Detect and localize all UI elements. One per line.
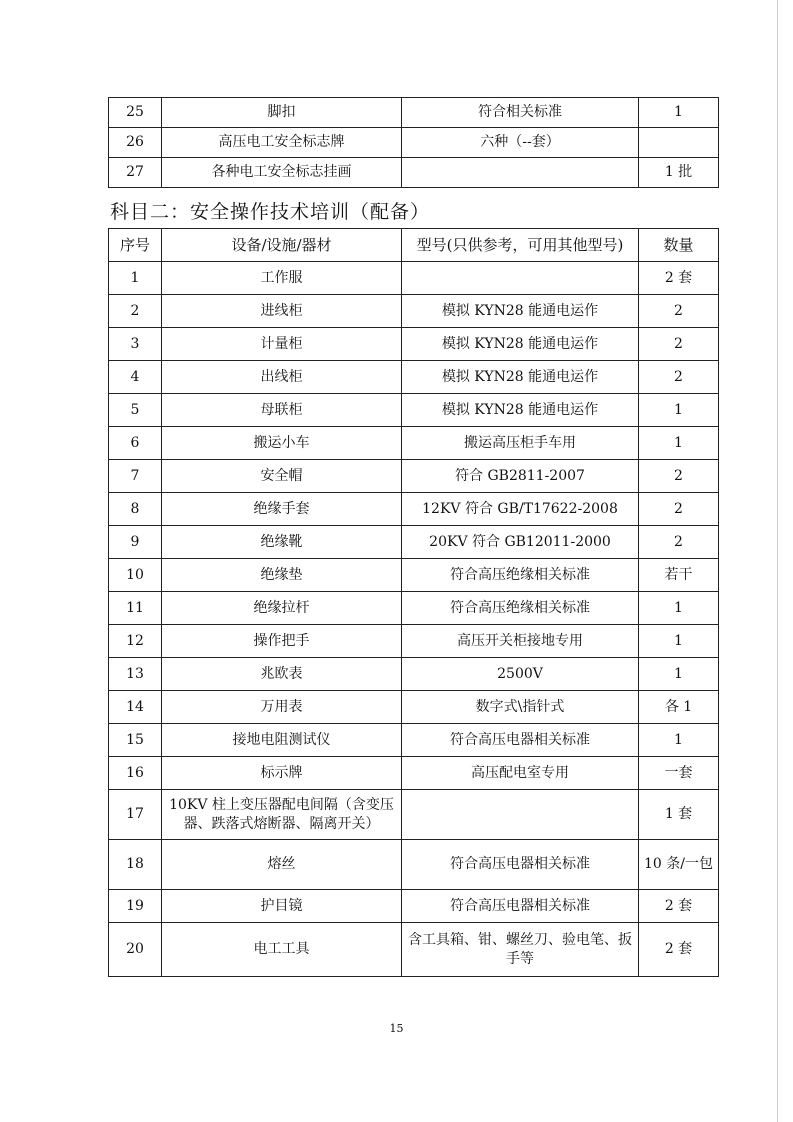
cell-index: 9: [109, 526, 162, 559]
cell-equipment: 各种电工安全标志挂画: [162, 158, 402, 188]
table-row: [109, 394, 719, 427]
cell-quantity: 1: [639, 592, 719, 625]
cell-equipment: 10KV 柱上变压器配电间隔（含变压器、跌落式熔断器、隔离开关）: [162, 790, 402, 840]
cell-index: 11: [109, 592, 162, 625]
cell-model: 符合高压电器相关标准: [402, 724, 639, 757]
cell-equipment: 熔丝: [162, 840, 402, 890]
cell-index: 3: [109, 328, 162, 361]
cell-index: 15: [109, 724, 162, 757]
cell-quantity: 1: [639, 724, 719, 757]
cell-quantity: 1: [639, 658, 719, 691]
cell-index: 12: [109, 625, 162, 658]
cell-quantity: 2 套: [639, 262, 719, 295]
cell-index: 14: [109, 691, 162, 724]
cell-model: 模拟 KYN28 能通电运作: [402, 394, 639, 427]
cell-equipment: 兆欧表: [162, 658, 402, 691]
cell-model: [402, 262, 639, 295]
cell-index: 8: [109, 493, 162, 526]
table-row: [109, 790, 719, 840]
cell-model: [402, 790, 639, 840]
cell-model: 模拟 KYN28 能通电运作: [402, 328, 639, 361]
cell-index: 10: [109, 559, 162, 592]
cell-equipment: 绝缘垫: [162, 559, 402, 592]
table-row: [109, 691, 719, 724]
header-cell-index: 序号: [109, 229, 162, 262]
cell-quantity: 一套: [639, 757, 719, 790]
cell-model: 20KV 符合 GB12011-2000: [402, 526, 639, 559]
cell-equipment: 安全帽: [162, 460, 402, 493]
cell-index: 6: [109, 427, 162, 460]
cell-quantity: 若干: [639, 559, 719, 592]
cell-equipment: 操作把手: [162, 625, 402, 658]
table-row: [109, 427, 719, 460]
cell-index: 7: [109, 460, 162, 493]
cell-quantity: 1: [639, 98, 719, 128]
cell-model: 符合相关标准: [402, 98, 639, 128]
table-row: [109, 98, 719, 128]
page-number: 15: [389, 1022, 404, 1035]
cell-index: 18: [109, 840, 162, 890]
table-row: [109, 262, 719, 295]
table-row: [109, 158, 719, 188]
cell-equipment: 绝缘靴: [162, 526, 402, 559]
cell-model: 12KV 符合 GB/T17622-2008: [402, 493, 639, 526]
cell-equipment: 万用表: [162, 691, 402, 724]
table-row: [109, 493, 719, 526]
cell-index: 25: [109, 98, 162, 128]
cell-index: 2: [109, 295, 162, 328]
cell-index: 4: [109, 361, 162, 394]
cell-model: 符合高压电器相关标准: [402, 890, 639, 923]
cell-equipment: 标示牌: [162, 757, 402, 790]
table-row: [109, 625, 719, 658]
table-header-row: [109, 229, 719, 262]
cell-model: [402, 158, 639, 188]
table-row: [109, 923, 719, 977]
cell-model: 符合 GB2811-2007: [402, 460, 639, 493]
cell-index: 13: [109, 658, 162, 691]
cell-index: 17: [109, 790, 162, 840]
header-cell-equipment: 设备/设施/器材: [162, 229, 402, 262]
cell-index: 16: [109, 757, 162, 790]
cell-model: 数字式\指针式: [402, 691, 639, 724]
cell-equipment: 绝缘手套: [162, 493, 402, 526]
cell-model: 符合高压绝缘相关标准: [402, 592, 639, 625]
cell-model: 符合高压绝缘相关标准: [402, 559, 639, 592]
cell-index: 20: [109, 923, 162, 977]
cell-equipment: 出线柜: [162, 361, 402, 394]
cell-model: 符合高压电器相关标准: [402, 840, 639, 890]
table-row: [109, 128, 719, 158]
table-row: [109, 295, 719, 328]
cell-quantity: 1 套: [639, 790, 719, 840]
cell-model: 含工具箱、钳、螺丝刀、验电笔、扳手等: [402, 923, 639, 977]
cell-equipment: 绝缘拉杆: [162, 592, 402, 625]
header-cell-quantity: 数量: [639, 229, 719, 262]
cell-quantity: 各 1: [639, 691, 719, 724]
table-row: [109, 890, 719, 923]
cell-equipment: 搬运小车: [162, 427, 402, 460]
cell-quantity: [639, 128, 719, 158]
cell-model: 高压配电室专用: [402, 757, 639, 790]
cell-quantity: 2: [639, 493, 719, 526]
cell-index: 27: [109, 158, 162, 188]
cell-model: 模拟 KYN28 能通电运作: [402, 295, 639, 328]
cell-equipment: 脚扣: [162, 98, 402, 128]
cell-equipment: 护目镜: [162, 890, 402, 923]
equipment-table-main: [108, 228, 719, 977]
table-row: [109, 724, 719, 757]
equipment-table-continued: [108, 97, 719, 188]
cell-quantity: 2 套: [639, 923, 719, 977]
cell-quantity: 2: [639, 526, 719, 559]
cell-equipment: 接地电阻测试仪: [162, 724, 402, 757]
cell-quantity: 1 批: [639, 158, 719, 188]
table-row: [109, 757, 719, 790]
table-row: [109, 460, 719, 493]
table-row: [109, 658, 719, 691]
cell-model: 高压开关柜接地专用: [402, 625, 639, 658]
header-cell-model: 型号(只供参考，可用其他型号): [402, 229, 639, 262]
cell-index: 26: [109, 128, 162, 158]
cell-quantity: 1: [639, 394, 719, 427]
cell-quantity: 2: [639, 295, 719, 328]
table-row: [109, 559, 719, 592]
table-row: [109, 328, 719, 361]
table-row: [109, 840, 719, 890]
cell-model: 2500V: [402, 658, 639, 691]
cell-equipment: 母联柜: [162, 394, 402, 427]
cell-quantity: 10 条/一包: [639, 840, 719, 890]
scan-edge-line: [777, 0, 778, 1122]
cell-quantity: 2 套: [639, 890, 719, 923]
cell-equipment: 高压电工安全标志牌: [162, 128, 402, 158]
cell-equipment: 计量柜: [162, 328, 402, 361]
cell-index: 19: [109, 890, 162, 923]
table-row: [109, 361, 719, 394]
cell-index: 1: [109, 262, 162, 295]
cell-equipment: 电工工具: [162, 923, 402, 977]
cell-model: 搬运高压柜手车用: [402, 427, 639, 460]
cell-equipment: 进线柜: [162, 295, 402, 328]
table-row: [109, 526, 719, 559]
cell-quantity: 2: [639, 361, 719, 394]
cell-model: 模拟 KYN28 能通电运作: [402, 361, 639, 394]
cell-model: 六种（--套）: [402, 128, 639, 158]
cell-quantity: 2: [639, 328, 719, 361]
cell-quantity: 1: [639, 625, 719, 658]
cell-quantity: 1: [639, 427, 719, 460]
cell-equipment: 工作服: [162, 262, 402, 295]
cell-index: 5: [109, 394, 162, 427]
section-title: 科目二：安全操作技术培训（配备）: [110, 201, 431, 223]
table-row: [109, 592, 719, 625]
cell-quantity: 2: [639, 460, 719, 493]
